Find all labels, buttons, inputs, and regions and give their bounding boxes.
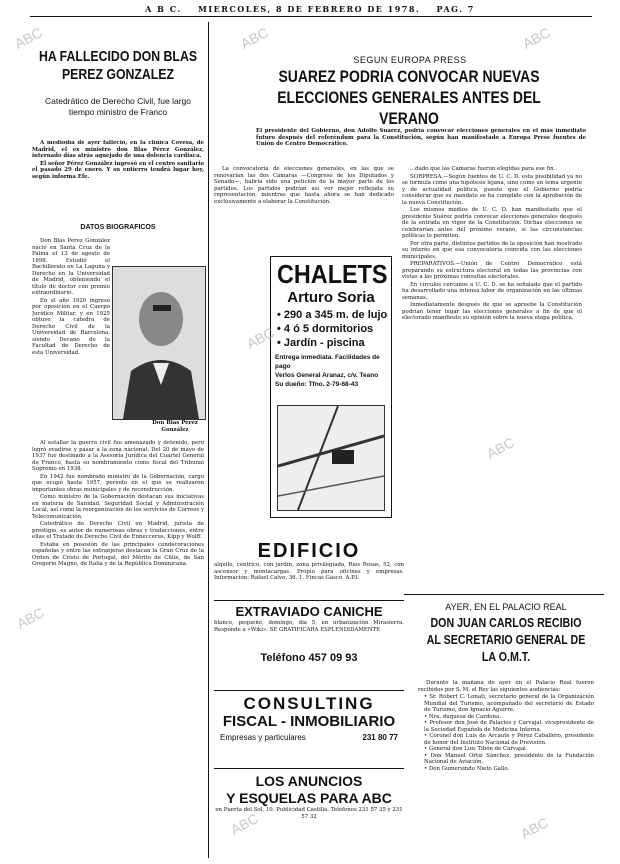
obit-p2: El señor Pérez González ingresó en el centro sanitario el pasado 29 de enero. Y su entierro tendrá lugar hoy, según informa Efe.	[32, 160, 204, 180]
chalets-title: CHALETS	[277, 259, 388, 289]
king-audience-item: • Sr. Robert C. Lonati, secretario general de la Organización Mundial del Turismo, acompañado del secretario de Estado de Turismo, don Ignacio Aguirre.	[424, 694, 594, 713]
portrait-photo	[112, 266, 206, 420]
bio-heading: DATOS BIOGRAFICOS	[80, 224, 156, 231]
chalets-item: • 290 a 345 m. de lujo	[277, 309, 388, 321]
chalets-item: • 4 ó 5 dormitorios	[277, 323, 374, 335]
edificio-title: EDIFICIO	[257, 540, 361, 562]
anuncios-body: en Puerta del Sol, 10. Publicidad Castilla. Teléfonos 231 57 35 y 231 57 32	[215, 807, 403, 820]
paper-name: A B C.	[145, 4, 182, 14]
obit-subtitle: Catedrático de Derecho Civil, fue largo tiempo ministro de Franco	[45, 96, 191, 117]
abc-watermark: ABC	[11, 24, 45, 52]
elections-paragraph: La convocatoria de elecciones generales, en las que se renovarían las dos Cámaras —Congreso de los Diputados y Senado—, habría sido una petición de la mayor parte de los partidos. Los partidos podrían así ver mejor reflejada su representación, mientras que hasta ahora se han dedicado exclusivamente a elaborar la Constitución.	[214, 166, 394, 205]
edificio-ad	[214, 540, 404, 594]
chalets-line: Entrega inmediata. Facilidades de pago	[275, 354, 380, 370]
bio-paragraph: Como ministro de la Gobernación destacan sus iniciativas en materia de Sanidad, Seguridad Social y Administración Local, así como la reorganización de los servicios de Correos y Telecomunicación.	[32, 494, 204, 520]
bio-paragraph: Al estallar la guerra civil fue amenazado y detenido, pero logró evadirse y pasar a la zona nacional. Del 20 de mayo de 1937 fue destinado a la Asesoría Jurídica del Cuartel General de Franco, hasta su nombramiento como fiscal del Tribunal Supremo en 1938.	[32, 440, 204, 472]
elections-paragraph: Inmediatamente después de que se apruebe la Constitución podrían tener lugar las elecciones generales a fin de que el electorado manifieste su opinión sobre la nueva etapa política.	[402, 302, 582, 321]
caniche-body: blanco, pequeño, domingo, día 5, en urbanización Mirasierra. Responde a «Wiki». SE GRATIFICARA ESPLENDIDAMENTE	[214, 620, 404, 633]
abc-watermark: ABC	[517, 814, 551, 842]
elections-col-b	[402, 166, 582, 584]
obit-lead	[32, 140, 204, 230]
chalets-ad	[270, 256, 392, 518]
king-audience-item: • General don Luis Tibón de Carvajal.	[424, 746, 528, 752]
king-audience-item: • Don Manuel Ortiz Sánchez, presidente de la Fundación Nacional de Aviación.	[424, 752, 594, 765]
anuncios-title: LOS ANUNCIOS	[255, 773, 363, 789]
bio-col-bottom	[32, 440, 204, 855]
king-body	[418, 680, 594, 860]
column-divider	[208, 22, 209, 858]
abc-watermark: ABC	[483, 434, 517, 462]
elections-lead: El presidente del Gobierno, don Adolfo Suárez, podría convocar elecciones generales en el más inmediato futuro después del referéndum para la Constitución, según han manifestado a Europa Press fuentes de Unión de Centro Democrático.	[256, 128, 586, 147]
abc-watermark: ABC	[237, 24, 271, 52]
bio-paragraph: Don Blas Pérez González nació en Santa Cruz de la Palma el 13 de agosto de 1898. Estudió el Bachillerato en La Laguna y Derecho en la Universidad de Madrid, obteniendo el título de doctor con premio extraordinario.	[32, 238, 110, 296]
page-number: PAG. 7	[436, 4, 475, 14]
elections-paragraph: Los mismos medios de U. C. D. han manifestado que el presidente Suárez podría convocar elecciones generales después de la entrada en vigor de la Constitución. Dichas elecciones se celebrarían antes del próximo verano, si las circunstancias políticas lo permiten.	[402, 207, 582, 239]
consulting-phone: 231 80 77	[362, 733, 398, 742]
bio-col-top	[32, 238, 110, 470]
abc-watermark: ABC	[519, 24, 553, 52]
elections-paragraph: Por otra parte, distintos partidos de la oposición han mostrado su interés en que esa convocatoria coincida con las elecciones municipales.	[402, 240, 582, 260]
abc-watermark: ABC	[227, 810, 261, 838]
consulting-ad	[214, 690, 404, 755]
chalets-name: Arturo Soria	[287, 289, 375, 306]
elections-paragraph: PREPARATIVOS.—Unión de Centro Democrático está preparando su estructura electoral en todas las provincias con vistas a las próximas consultas electorales.	[402, 261, 582, 280]
obit-title: HA FALLECIDO DON BLAS PEREZ GONZALEZ	[38, 48, 198, 83]
elections-paragraph: SORPRESA.—Según fuentes de U. C. D. esta posibilidad ya no se formula como una hipótesis lejana, sino como un tema urgente y de actualidad política, puesto que el Gobierno podría considerar que su mandato se ha cumplido con la aprobación de la nueva Constitución.	[402, 173, 582, 206]
king-audience-item: • Nra. duquesa de Cardona.	[424, 713, 501, 720]
anuncios-subtitle: Y ESQUELAS PARA ABC	[226, 790, 392, 806]
edificio-body: alquilo, céntrico, con jardín, zona privilegiada, Ríos Rosas, 52, con ascensor y montacargas. Propio para oficinas y empresas. Información: Rafael Calvo, 36. 1. Fincas Gascó, A.P.I.	[214, 562, 404, 581]
caniche-phone: Teléfono 457 09 93	[260, 652, 358, 664]
abc-watermark: ABC	[243, 324, 277, 352]
chalets-line: Verlos General Aranaz, c/v. Teano	[275, 372, 379, 379]
elections-kicker: SEGUN EUROPA PRESS	[353, 55, 467, 65]
bio-paragraph: Estaba en posesión de las principales condecoraciones españolas y entre las extranjeras destacan la Gran Cruz de la Orden de Cristo de Portugal, del Mérito de Chile, de San Gregorio Magno, de Italia y de la República Dominicana.	[32, 541, 204, 567]
king-kicker: AYER, EN EL PALACIO REAL	[445, 602, 567, 612]
abc-watermark: ABC	[13, 604, 47, 632]
elections-title: SUAREZ PODRIA CONVOCAR NUEVAS ELECCIONES GENERALES ANTES DEL VERANO	[277, 67, 541, 128]
obit-lead-text: A mediodía de ayer falleció, en la clínica Covesa, de Madrid, el ex ministro don Blas Pérez González, internado días atrás aquejado de una dolencia cardiaca.	[32, 140, 204, 159]
page-header	[0, 4, 620, 14]
bio-paragraph: En el año 1920 ingresó por oposición en el Cuerpo Jurídico Militar, y en 1925 obtuvo la cátedra de Derecho Civil de la Universidad de Barcelona, siendo Decano de la Facultad de Derecho de esta Universidad.	[32, 297, 110, 356]
caniche-title: EXTRAVIADO CANICHE	[235, 604, 383, 619]
bio-paragraph: En 1942 fue nombrado ministro de la Gobernación, cargo que ocupó hasta 1957, período en el que se realizaron importantes obras municipales y de reconstrucción.	[32, 473, 204, 493]
chalets-line: Su dueño: Tfno. 2-79-68-43	[275, 381, 359, 388]
elections-paragraph: En círculos cercanos a U. C. D. se ha señalado que el partido ha desarrollado una intensa labor de organización en las últimas semanas.	[402, 281, 582, 301]
king-intro: Durante la mañana de ayer en el Palacio Real fueron recibidos por S. M. el Rey las siguientes audiencias:	[418, 680, 594, 693]
consulting-subtitle: FISCAL - INMOBILIARIO	[222, 713, 396, 730]
bio-paragraph: Catedrático de Derecho Civil en Madrid, jurista de prestigio, es autor de numerosas obras y traducciones, entre ellas el Tratado de Derecho Civil de Enneccerus, Kipp y Wolff.	[32, 521, 204, 540]
king-audience-item: • Profesor don José de Palacios y Carvajal, vicepresidente de la Sociedad Española de Medicina Interna.	[424, 720, 594, 733]
king-audience-item: • Coronel don Luis de Arcaute y Pérez Caballero, presidente de honor del Instituto Nacional de Previsión.	[424, 733, 594, 746]
portrait-illustration	[113, 267, 205, 419]
header-rule	[30, 16, 592, 17]
consulting-line: Empresas y particulares	[220, 733, 306, 742]
consulting-title: CONSULTING	[243, 694, 375, 713]
photo-caption: Don Blas Pérez González	[152, 420, 198, 433]
street-map	[278, 406, 384, 510]
elections-col-a	[214, 166, 394, 252]
caniche-ad	[214, 600, 404, 641]
king-rule	[404, 594, 604, 595]
king-audience-item: • Don Gumersindo Nieto Gallo.	[424, 765, 510, 772]
chalets-item: • Jardín - piscina	[277, 337, 365, 349]
elections-paragraph: ...dado que las Cámaras fueron elegidas para ese fin.	[410, 166, 556, 172]
king-title: DON JUAN CARLOS RECIBIO AL SECRETARIO GENERAL DE LA O.M.T.	[426, 615, 586, 664]
header-date: MIERCOLES, 8 DE FEBRERO DE 1978.	[198, 4, 421, 14]
chalets-map	[277, 405, 385, 511]
